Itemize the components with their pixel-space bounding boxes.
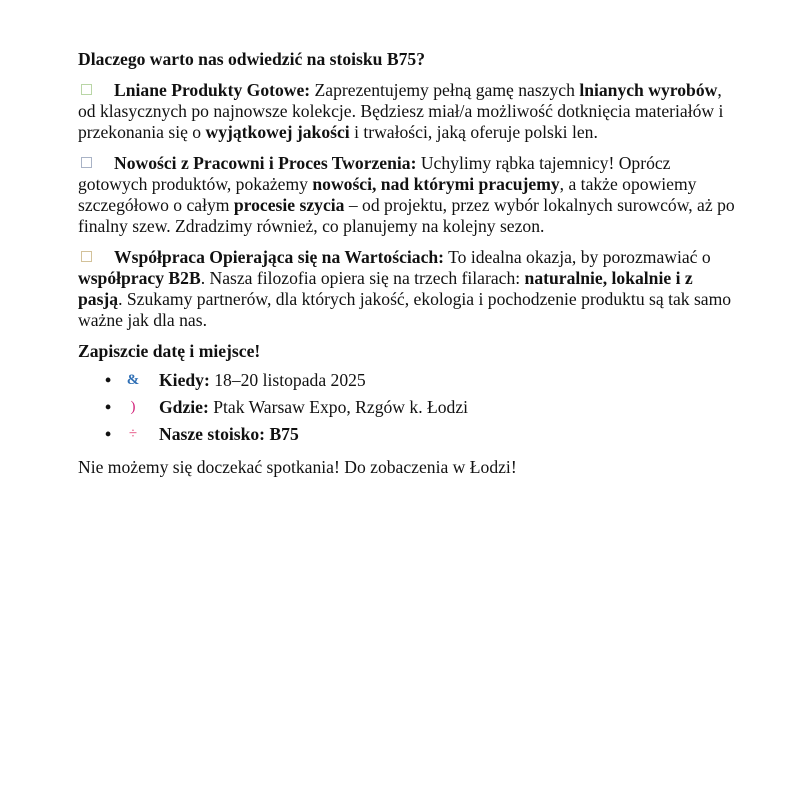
section-linen-products (78, 80, 738, 143)
document-body (78, 49, 738, 478)
checkbox-icon (81, 84, 92, 95)
detail-label: Kiedy: (159, 370, 210, 390)
section-title: Nowości z Pracowni i Proces Tworzenia: (114, 153, 417, 173)
location-pin-icon: ) (130, 399, 136, 415)
section-text: Uchylimy rąbka tajemnicy! Oprócz gotowych produktów, pokażemy (78, 153, 671, 194)
bullet: • (105, 397, 112, 417)
detail-when (78, 370, 738, 397)
section-title: Współpraca Opierająca się na Wartościach: (114, 247, 445, 267)
section-bold-text: lnianych wyrobów (579, 80, 718, 100)
checkbox-icon (81, 251, 92, 262)
section-cooperation (78, 247, 738, 331)
section-text: Zaprezentujemy pełną gamę naszych (310, 80, 580, 100)
closing-text: Nie możemy się doczekać spotkania! Do zobaczenia w Łodzi! (78, 457, 517, 477)
section-news-process (78, 153, 738, 237)
detail-where (78, 397, 738, 424)
section-text: i trwałości, jaką oferuje polski len. (349, 122, 598, 142)
section-text: , od klasycznych po najnowsze kolekcje. Będziesz miał/a możliwość dotknięcia materiałów i przekonania się o (78, 80, 724, 142)
detail-value: Ptak Warsaw Expo, Rzgów k. Łodzi (208, 397, 469, 417)
section-bold-text: procesie szycia (233, 195, 345, 215)
save-the-date-heading: Zapiszcie datę i miejsce! (78, 341, 261, 361)
bullet: • (105, 370, 112, 390)
checkbox-icon (81, 157, 92, 168)
section-title: Lniane Produkty Gotowe: (114, 80, 311, 100)
section-text: To idealna okazja, by porozmawiać o (444, 247, 711, 267)
detail-label: Nasze stoisko: B75 (159, 424, 299, 444)
section-bold-text: naturalnie, lokalnie i z pasją (78, 268, 693, 309)
calendar-icon: & (126, 372, 140, 388)
event-details-list (78, 370, 738, 451)
section-text: . Szukamy partnerów, dla których jakość, ekologia i pochodzenie produktu są tak samo ważne jak dla nas. (78, 289, 732, 330)
pushpin-icon: ÷ (128, 426, 138, 442)
section-text: , a także opowiemy szczegółowo o całym (78, 174, 697, 215)
section-bold-text: współpracy B2B (78, 268, 201, 288)
detail-booth (78, 424, 738, 451)
section-text: – od projektu, przez wybór lokalnych surowców, aż po finalny szew. Zdradzimy również, co planujemy na kolejny sezon. (78, 195, 735, 236)
heading: Dlaczego warto nas odwiedzić na stoisku B75? (78, 49, 425, 69)
section-text: . Nasza filozofia opiera się na trzech filarach: (200, 268, 525, 288)
bullet: • (105, 424, 112, 444)
detail-label: Gdzie: (159, 397, 209, 417)
section-bold-text: nowości, nad którymi pracujemy (312, 174, 560, 194)
detail-value: 18–20 listopada 2025 (209, 370, 366, 390)
section-bold-text: wyjątkowej jakości (205, 122, 350, 142)
